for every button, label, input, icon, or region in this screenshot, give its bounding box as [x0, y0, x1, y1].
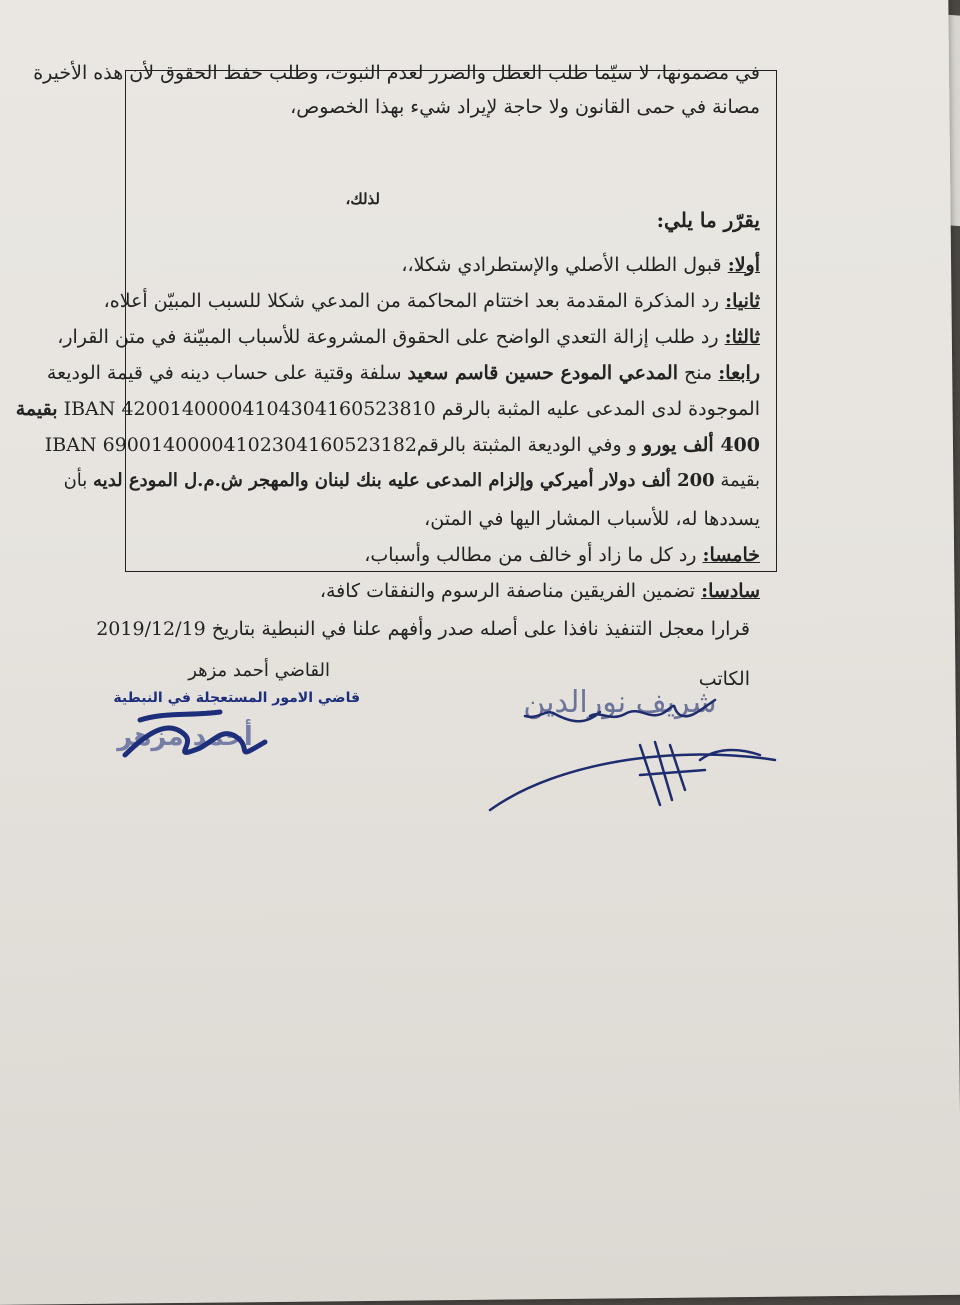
text-frame: [125, 70, 777, 572]
court-stamp: قاضي الامور المستعجلة في النبطية: [113, 690, 360, 706]
item-1: [40, 254, 760, 276]
judge-title: القاضي أحمد مزهر: [188, 660, 330, 681]
item-2: [40, 290, 760, 312]
item-1-lead: أولا:: [727, 254, 760, 276]
item-3: [40, 326, 760, 348]
item-3-lead: ثالثا:: [724, 326, 760, 348]
item-4-plaintiff-name: المدعي المودع حسين قاسم سعيد: [407, 362, 678, 384]
item-4-amount-eur: 400 ألف يورو: [642, 434, 760, 456]
clerk-title: الكاتب: [698, 668, 750, 690]
item-5-lead: خامسا:: [702, 544, 760, 566]
verdict: قرارا معجل التنفيذ نافذا على أصله صدر وأفهم علنا في النبطية بتاريخ 2019/12/19: [96, 618, 750, 640]
item-4-text-a: منح: [684, 362, 713, 384]
item-2-text: رد المذكرة المقدمة بعد اختتام المحاكمة من المدعي شكلا للسبب المبيّن أعلاه،: [103, 290, 720, 312]
item-4-iban-1: الموجودة لدى المدعى عليه المثبة بالرقم IBAN 42001400004104304160523810: [63, 398, 760, 420]
item-4-line-3: [40, 434, 760, 456]
judge-signature-text: أحمد مزهر: [117, 722, 253, 752]
decision-intro: يقرّر ما يلي:: [656, 208, 760, 232]
intro-line-1: في مضمونها، لا سيّما طلب العطل والضرر لعدم الثبوت، وطلب حفظ الحقوق لأن هذه الأخيرة: [33, 62, 760, 84]
item-4-line-2: [15, 398, 760, 420]
item-4-line-1: [40, 362, 760, 384]
item-4-iban-2: و وفي الوديعة المثبتة بالرقمIBAN 69001400004102304160523182: [44, 434, 637, 456]
item-6-text: تضمين الفريقين مناصفة الرسوم والنفقات كافة،: [319, 580, 696, 602]
item-5: [40, 544, 760, 566]
item-2-lead: ثانيا:: [725, 290, 760, 312]
item-4-line-4: [40, 470, 760, 491]
item-4-text-b: سلفة وقتية على حساب دينه في قيمة الوديعة: [46, 362, 402, 384]
item-5-text: رد كل ما زاد أو خالف من مطالب وأسباب،: [364, 544, 697, 566]
item-1-text: قبول الطلب الأصلي والإستطرادي شكلا،،: [401, 254, 722, 276]
item-4-lead: رابعا:: [718, 362, 760, 384]
item-6-lead: سادسا:: [701, 580, 760, 602]
item-3-text: رد طلب إزالة التعدي الواضح على الحقوق المشروعة للأسباب المبيّنة في متن القرار،: [57, 326, 719, 348]
item-4-amount-usd: 200 ألف دولار أميركي وإلزام المدعى عليه بنك لبنان والمهجر ش.م.ل المودع لديه: [93, 470, 715, 491]
item-4-value-label: بقيمة: [15, 398, 58, 420]
item-4-text-d: بأن: [63, 470, 88, 491]
item-4-line-5: يسددها له، للأسباب المشار اليها في المتن،: [424, 508, 760, 530]
item-6: [40, 580, 760, 602]
intro-line-2: مصانة في حمى القانون ولا حاجة لإيراد شيء بهذا الخصوص،: [290, 96, 760, 118]
item-4-text-c: بقيمة: [720, 470, 760, 491]
clerk-signature-text: شريف نورالدين: [523, 685, 717, 720]
heading: لذلك،: [345, 190, 380, 208]
